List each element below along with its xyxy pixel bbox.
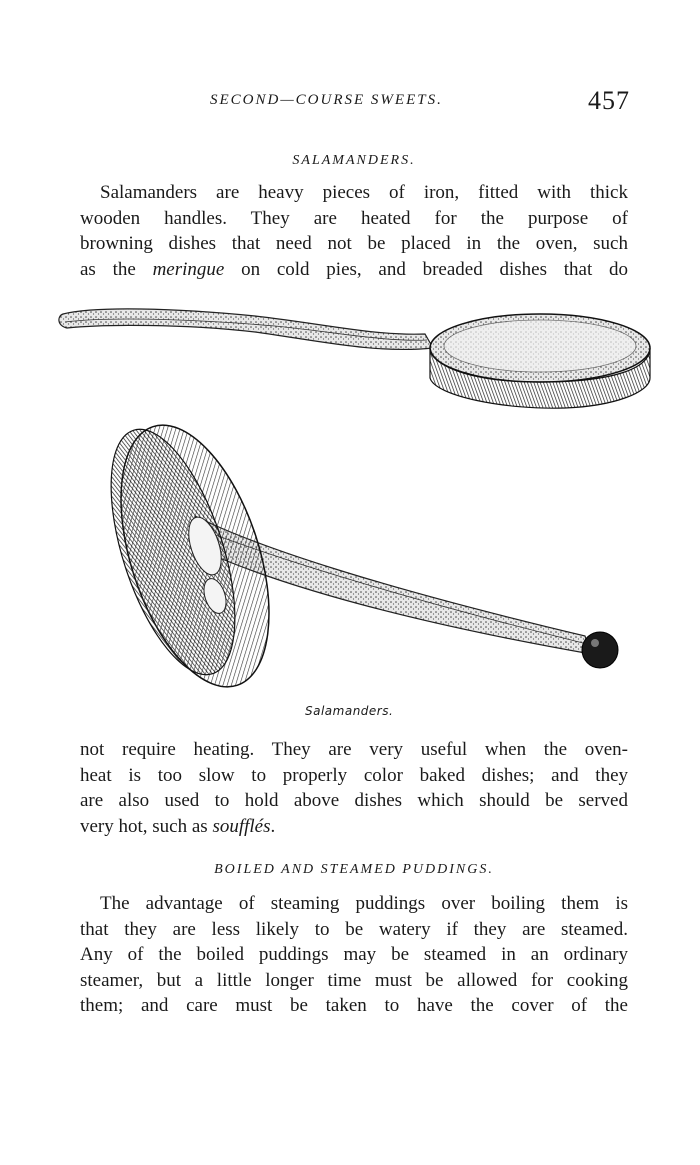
salamander-flat-icon	[59, 309, 650, 408]
text-line: heat is too slow to properly color baked dishes; and they	[80, 764, 628, 786]
text-line: browning dishes that need not be placed in the oven, such	[80, 233, 628, 254]
paragraph-salamanders-uses	[80, 737, 628, 839]
text-line: that they are less likely to be watery if they are steamed.	[80, 918, 628, 940]
text-line: are also used to hold above dishes which should be served	[80, 790, 628, 811]
text-line: Any of the boiled puddings may be steamed in an ordinary	[80, 944, 628, 965]
text-line: not require heating. They are very useful when the oven-	[80, 739, 628, 760]
emphasis-souffles: soufflés	[212, 815, 271, 837]
text-line: steamer, but a little longer time must be allowed for cooking	[80, 969, 628, 991]
text-line: The advantage of steaming puddings over boiling them is	[100, 893, 628, 914]
figure-caption: Salamanders.	[305, 704, 394, 718]
running-head	[60, 86, 630, 126]
text-line: Salamanders are heavy pieces of iron, fitted with thick	[100, 182, 628, 203]
emphasis-meringue: meringue	[152, 258, 225, 280]
paragraph-salamanders-intro	[80, 180, 628, 282]
section-heading-puddings: BOILED AND STEAMED PUDDINGS.	[214, 862, 494, 877]
page-number: 457	[588, 86, 630, 115]
text-line: wooden handles. They are heated for the purpose of	[80, 207, 628, 229]
salamander-disc-icon	[86, 407, 618, 705]
running-title: SECOND—COURSE SWEETS.	[210, 92, 443, 108]
text-line: very hot, such as soufflés.	[80, 815, 276, 837]
section-heading-salamanders: SALAMANDERS.	[292, 153, 416, 168]
text-line: them; and care must be taken to have the cover of the	[80, 995, 628, 1016]
salamanders-illustration	[55, 296, 655, 726]
text-line: as the meringue on cold pies, and breaded dishes that do	[80, 258, 628, 280]
paragraph-puddings	[80, 891, 628, 1019]
